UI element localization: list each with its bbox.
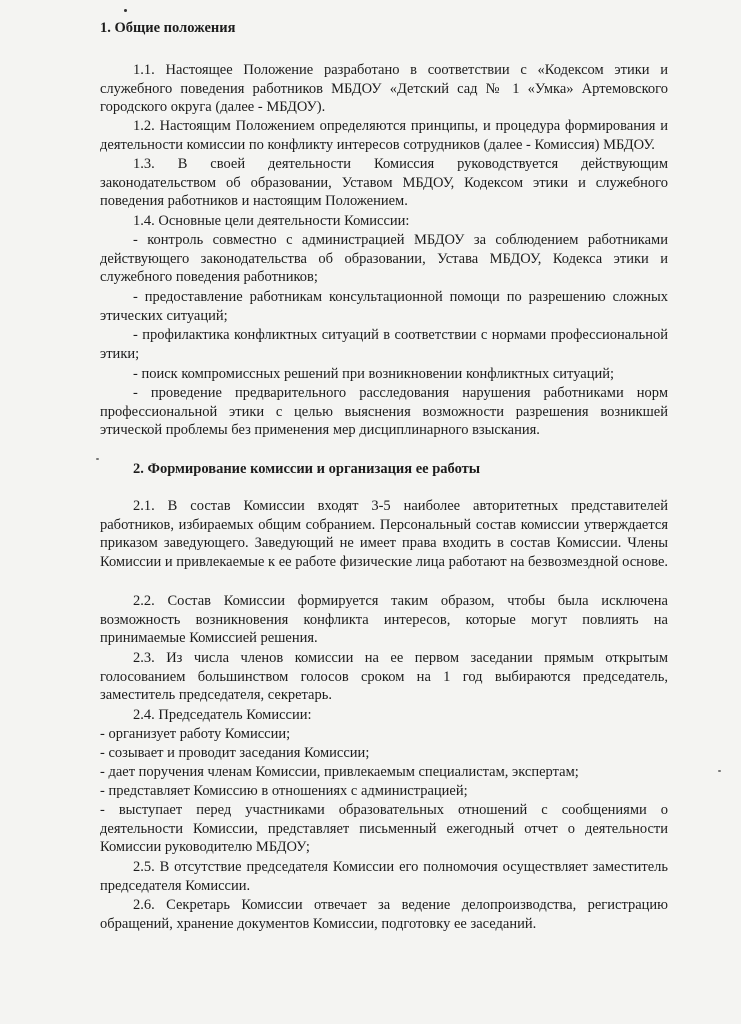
paragraph-2-6: 2.6. Секретарь Комиссии отвечает за ведение делопроизводства, регистрацию обращений, хранение документов Комиссии, подготовку ее заседаний.	[100, 897, 668, 932]
paragraph-2-4: 2.4. Председатель Комиссии:	[133, 707, 312, 723]
paragraph-1-1: 1.1. Настоящее Положение разработано в соответствии с «Кодексом этики и служебного поведения работников МБДОУ «Детский сад № 1 «Умка» Артемовского городского округа (далее - МБДОУ).	[100, 62, 668, 116]
paragraph-1-2: 1.2. Настоящим Положением определяются принципы, и процедура формирования и деятельности комиссии по конфликту интересов сотрудников (далее - Комиссия) МБДОУ.	[100, 118, 668, 153]
paragraph-2-2: 2.2. Состав Комиссии формируется таким образом, чтобы была исключена возможность возникновения конфликта интересов, которые могут повлиять на принимаемые Комиссией решения.	[100, 593, 668, 647]
chairman-duty-item: - представляет Комиссию в отношениях с администрацией;	[100, 783, 468, 799]
goal-item: - профилактика конфликтных ситуаций в соответствии с нормами профессиональной этики;	[100, 327, 668, 362]
section-1-heading: 1. Общие положения	[100, 20, 236, 36]
scan-speck	[124, 9, 127, 12]
goal-item: - контроль совместно с администрацией МБДОУ за соблюдением работниками действующего законодательства об образовании, Устава МБДОУ, Кодекса этики и служебного поведения работников;	[100, 232, 668, 286]
paragraph-1-3: 1.3. В своей деятельности Комиссия руководствуется действующим законодательством об образовании, Уставом МБДОУ, Кодексом этики и служебного поведения работников и настоящим Положением.	[100, 156, 668, 210]
paragraph-2-1: 2.1. В состав Комиссии входят 3-5 наиболее авторитетных представителей работников, избираемых общим собранием. Персональный состав комиссии утверждается приказом заведующего. Заведующий не имеет права входить в состав Комиссии. Члены Комиссии и привлекаемые к ее работе физические лица работают на безвозмездной основе.	[100, 498, 669, 571]
paragraph-2-5: 2.5. В отсутствие председателя Комиссии его полномочия осуществляет заместитель председателя Комиссии.	[100, 859, 668, 894]
scan-speck	[96, 458, 99, 460]
goal-item: - предоставление работникам консультационной помощи по разрешению сложных этических ситуаций;	[100, 289, 668, 324]
paragraph-2-3: 2.3. Из числа членов комиссии на ее первом заседании прямым открытым голосованием большинством голосов сроком на 1 год выбираются председатель, заместитель председателя, секретарь.	[100, 650, 668, 704]
chairman-duty-item: - созывает и проводит заседания Комиссии;	[100, 745, 370, 761]
scan-speck	[718, 770, 721, 772]
chairman-duty-item: - организует работу Комиссии;	[100, 726, 291, 742]
chairman-duty-item: - выступает перед участниками образовательных отношений с сообщениями о деятельности Комиссии, представляет письменный ежегодный отчет о деятельности Комиссии руководителю МБДОУ;	[100, 802, 668, 856]
goal-item: - проведение предварительного расследования нарушения работниками норм профессиональной этики с целью выяснения возможности разрешения возникшей этической проблемы без применения мер дисциплинарного взыскания.	[100, 385, 668, 439]
goal-item: - поиск компромиссных решений при возникновении конфликтных ситуаций;	[133, 366, 614, 382]
section-2-heading: 2. Формирование комиссии и организация ее работы	[133, 461, 481, 477]
paragraph-1-4: 1.4. Основные цели деятельности Комиссии:	[133, 213, 410, 229]
chairman-duty-item: - дает поручения членам Комиссии, привлекаемым специалистам, экспертам;	[100, 764, 579, 780]
